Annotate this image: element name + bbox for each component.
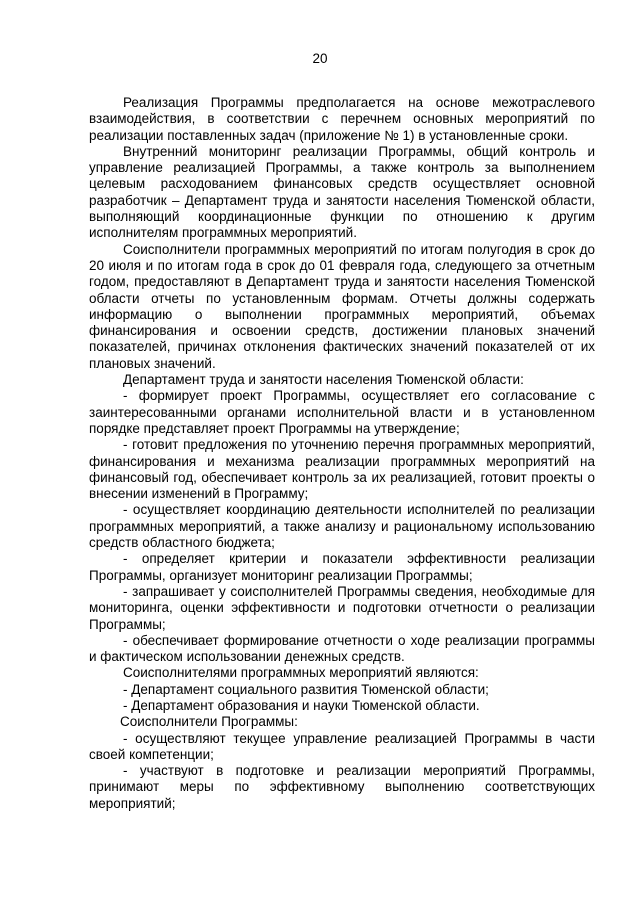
page-number: 20 [312, 51, 328, 66]
list-item-reporting: - обеспечивает формирование отчетности о ходе реализации программы и фактическом использовании денежных средств. [89, 632, 595, 665]
list-item-coordinates: - осуществляет координацию деятельности исполнителей по реализации программных мероприятий, а также анализу и рациональному использованию средств областного бюджета; [89, 502, 595, 551]
paragraph-program-coexecutors: Соисполнители Программы: [120, 714, 298, 730]
paragraph-department-heading: Департамент труда и занятости населения Тюменской области: [123, 372, 524, 388]
list-item-social-dept: - Департамент социального развития Тюменской области; [123, 681, 489, 697]
list-item-requests-info: - запрашивает у соисполнителей Программы сведения, необходимые для мониторинга, оценки эффективности и подготовки отчетности о реализации Программы; [89, 583, 595, 632]
list-item-current-management: - осуществляют текущее управление реализацией Программы в части своей компетенции; [89, 730, 595, 762]
paragraph-internal-monitoring: Внутренний мониторинг реализации Программы, общий контроль и управление реализацией Программы, а также контроль за выполнением целевым расходованием финансовых средств осуществляет основной разработчик – Департамент труда и занятости населения Тюменской области, выполняющий координационные функции по отношению к другим исполнителям программных мероприятий. [89, 143, 595, 241]
list-item-education-dept: - Департамент образования и науки Тюменской области. [123, 697, 480, 713]
list-item-forms-project: - формирует проект Программы, осуществляет его согласование с заинтересованными органами исполнительной власти и в установленном порядке представляет проект Программы на утверждение; [89, 388, 595, 436]
paragraph-implementation-basis: Реализация Программы предполагается на основе межотраслевого взаимодействия, в соответствии с перечнем основных мероприятий по реализации поставленных задач (приложение № 1) в установленные сроки. [89, 95, 595, 143]
paragraph-coexecutors-heading: Соисполнителями программных мероприятий являются: [123, 665, 479, 681]
list-item-criteria: - определяет критерии и показатели эффективности реализации Программы, организует мониторинг реализации Программы; [89, 551, 595, 583]
list-item-participate: - участвуют в подготовке и реализации мероприятий Программы, принимают меры по эффективному выполнению соответствующих мероприятий; [89, 763, 595, 811]
document-body [89, 95, 595, 812]
list-item-prepares-proposals: - готовит предложения по уточнению перечня программных мероприятий, финансирования и механизма реализации программных мероприятий на финансовый год, обеспечивает контроль за их реализацией, готовит проекты о внесении изменений в Программу; [89, 437, 595, 502]
paragraph-coexecutors-reports: Соисполнители программных мероприятий по итогам полугодия в срок до 20 июля и по итогам года в срок до 01 февраля года, следующего за отчетным годом, предоставляют в Департамент труда и занятости населения Тюменской области отчеты по установленным формам. Отчеты должны содержать информацию о выполнении программных мероприятий, объемах финансирования и освоении средств, достижении плановых значений показателей, причинах отклонения фактических значений показателей от их плановых значений. [89, 241, 595, 371]
